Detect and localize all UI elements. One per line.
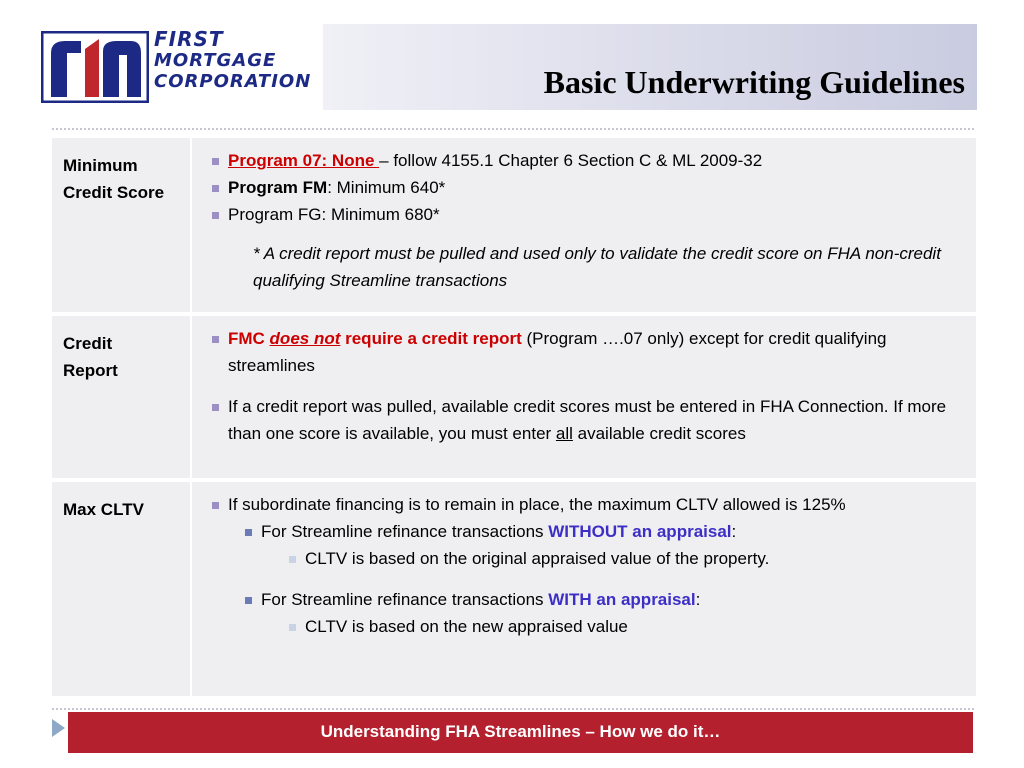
list-item-text: For Streamline refinance transactions [261, 590, 549, 609]
bullet-icon [212, 158, 219, 165]
list-item-text: CLTV is based on the new appraised value [305, 617, 628, 636]
list-item-text: : [695, 590, 701, 609]
list-item [203, 147, 976, 174]
table-row [52, 316, 976, 478]
bullet-icon [212, 502, 219, 509]
with-appraisal-label: WITH an appraisal [548, 590, 696, 609]
page-title: Basic Underwriting Guidelines [543, 64, 965, 100]
fmc-label: FMC [228, 329, 270, 348]
top-divider [52, 128, 974, 130]
bullet-icon [245, 597, 252, 604]
credit-report-note: * A credit report must be pulled and used only to validate the credit score on FHA non-credit qualifying Streamline transactions [253, 244, 941, 290]
row-label-line: Credit Score [63, 183, 165, 202]
list-item [280, 545, 976, 572]
list-item-text: If subordinate financing is to remain in place, the maximum CLTV allowed is 125% [228, 495, 846, 514]
list-item [236, 518, 976, 545]
play-triangle-icon [52, 719, 65, 737]
row-label-line: Max CLTV [63, 500, 144, 519]
program-fm-label: Program FM [228, 178, 328, 197]
list-item-text: If a credit report was pulled, available credit scores must be entered in FHA Connection. If more than one score is available, you must enter [228, 397, 947, 443]
list-item [203, 325, 976, 379]
logo-line-2: MORTGAGE [154, 50, 277, 71]
company-logo [33, 24, 323, 110]
list-item-text: CLTV is based on the original appraised value of the property. [305, 549, 770, 568]
row-label-line: Minimum [63, 156, 138, 175]
list-item-text: (Program ….07 only) except for credit qualifying streamlines [228, 329, 887, 375]
table-row [52, 138, 976, 312]
list-item-text: – follow 4155.1 Chapter 6 Section C & ML 2009-32 [379, 151, 763, 170]
row-content [192, 482, 976, 696]
list-item [280, 613, 976, 640]
bullet-icon [212, 212, 219, 219]
row-content [192, 138, 976, 312]
bullet-icon [212, 404, 219, 411]
list-item [236, 586, 976, 613]
without-appraisal-label: WITHOUT an appraisal [548, 522, 732, 541]
list-item [203, 393, 976, 447]
row-label [52, 316, 190, 478]
list-item-text: : Minimum 640* [327, 178, 446, 197]
row-label-line: Credit [63, 334, 113, 353]
footer-banner: Understanding FHA Streamlines – How we do it… [68, 712, 973, 753]
bullet-icon [289, 624, 296, 631]
logo-line-1: FIRST [154, 27, 224, 51]
all-emphasis: all [555, 424, 573, 443]
does-not-emphasis: does not [269, 329, 341, 348]
slide-header [33, 24, 977, 110]
program-07-label: Program 07: None [228, 151, 380, 170]
row-content [192, 316, 976, 478]
row-label-line: Report [63, 361, 118, 380]
bullet-icon [212, 336, 219, 343]
row-label [52, 138, 190, 312]
list-item-text: Program FG: Minimum 680* [228, 205, 440, 224]
bullet-icon [245, 529, 252, 536]
list-item-text: : [731, 522, 737, 541]
require-credit-report-label: require a credit report [340, 329, 522, 348]
logo-line-3: CORPORATION [154, 71, 312, 92]
list-item-text: available credit scores [572, 424, 746, 443]
bottom-divider [52, 708, 974, 710]
bullet-icon [212, 185, 219, 192]
list-item [203, 491, 976, 518]
list-item [203, 174, 976, 201]
logo-wordmark [154, 29, 311, 92]
row-label [52, 482, 190, 696]
table-row [52, 482, 976, 696]
fmc-logo-mark-icon [41, 31, 149, 103]
bullet-icon [289, 556, 296, 563]
list-item-text: For Streamline refinance transactions [261, 522, 549, 541]
spacer [203, 572, 976, 586]
list-item [203, 201, 976, 228]
